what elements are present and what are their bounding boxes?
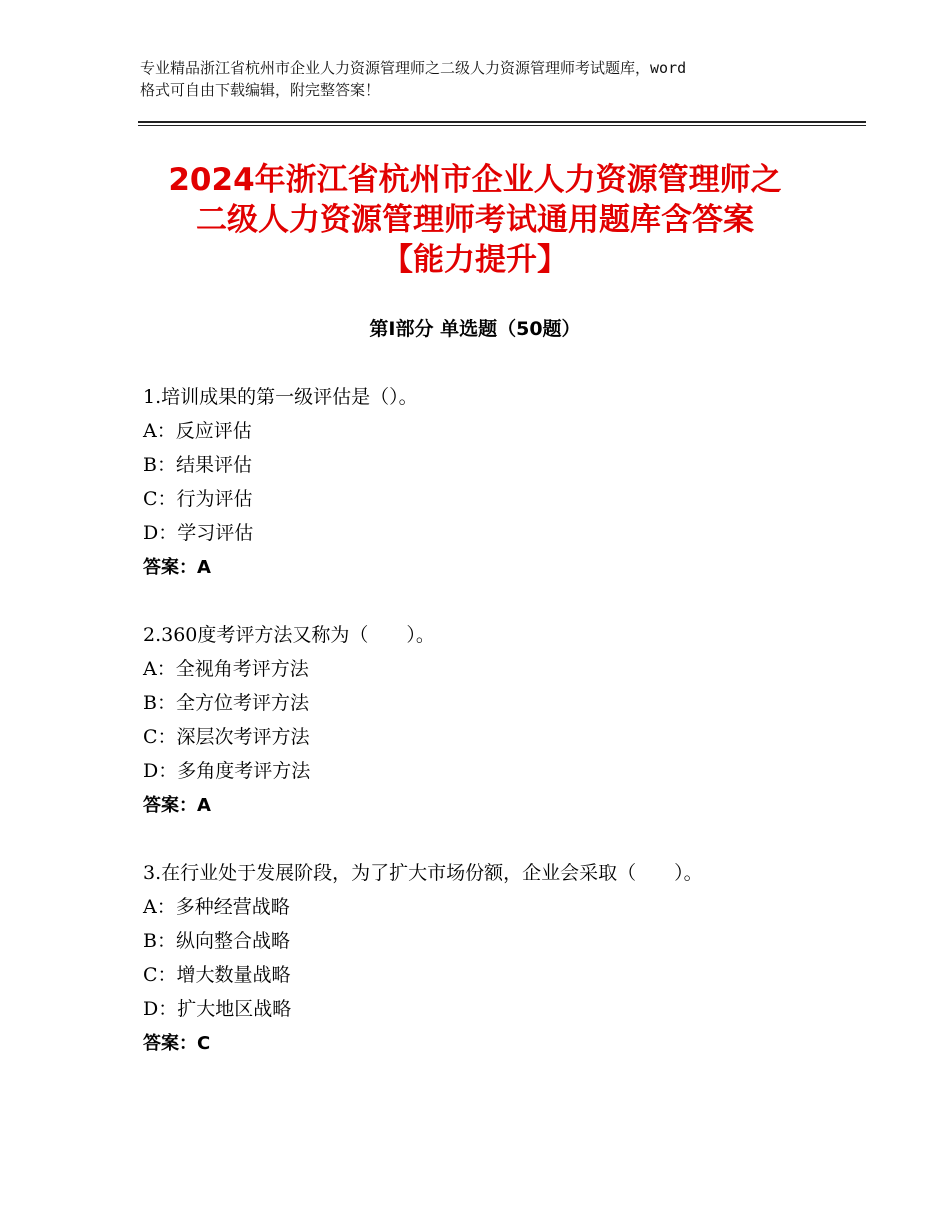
- answer-label: 答案：A: [143, 795, 211, 816]
- question-2: [143, 618, 843, 824]
- question-list: [143, 380, 843, 1094]
- option-b: B：全方位考评方法: [143, 692, 309, 714]
- question-stem: 2.360度考评方法又称为（ ）。: [143, 624, 435, 646]
- title-line-2: 二级人力资源管理师考试通用题库含答案: [196, 202, 754, 238]
- option-a: A：反应评估: [143, 420, 252, 442]
- section-heading: 第Ⅰ部分 单选题（50题）: [369, 318, 581, 340]
- option-b: B：纵向整合战略: [143, 930, 290, 952]
- document-title: [100, 160, 850, 280]
- question-stem: 3.在行业处于发展阶段，为了扩大市场份额，企业会采取（ ）。: [143, 862, 703, 884]
- option-d: D：扩大地区战略: [143, 998, 292, 1020]
- question-1: [143, 380, 843, 586]
- question-stem: 1.培训成果的第一级评估是（）。: [143, 386, 418, 408]
- header-note-line-2: 格式可自由下载编辑，附完整答案！: [140, 81, 381, 99]
- option-d: D：学习评估: [143, 522, 254, 544]
- header-divider-thick: [138, 121, 866, 123]
- title-line-1: 2024年浙江省杭州市企业人力资源管理师之: [168, 162, 782, 198]
- option-c: C：深层次考评方法: [143, 726, 310, 748]
- question-3: [143, 856, 843, 1062]
- option-b: B：结果评估: [143, 454, 252, 476]
- option-a: A：多种经营战略: [143, 896, 290, 918]
- header-note: [140, 57, 830, 101]
- answer-label: 答案：A: [143, 557, 211, 578]
- option-d: D：多角度考评方法: [143, 760, 311, 782]
- header-note-line-1: 专业精品浙江省杭州市企业人力资源管理师之二级人力资源管理师考试题库，word: [140, 59, 687, 77]
- header-divider-thin: [138, 125, 866, 126]
- title-line-3: 【能力提升】: [382, 242, 568, 278]
- option-c: C：增大数量战略: [143, 964, 291, 986]
- option-c: C：行为评估: [143, 488, 253, 510]
- answer-label: 答案：C: [143, 1033, 211, 1054]
- option-a: A：全视角考评方法: [143, 658, 309, 680]
